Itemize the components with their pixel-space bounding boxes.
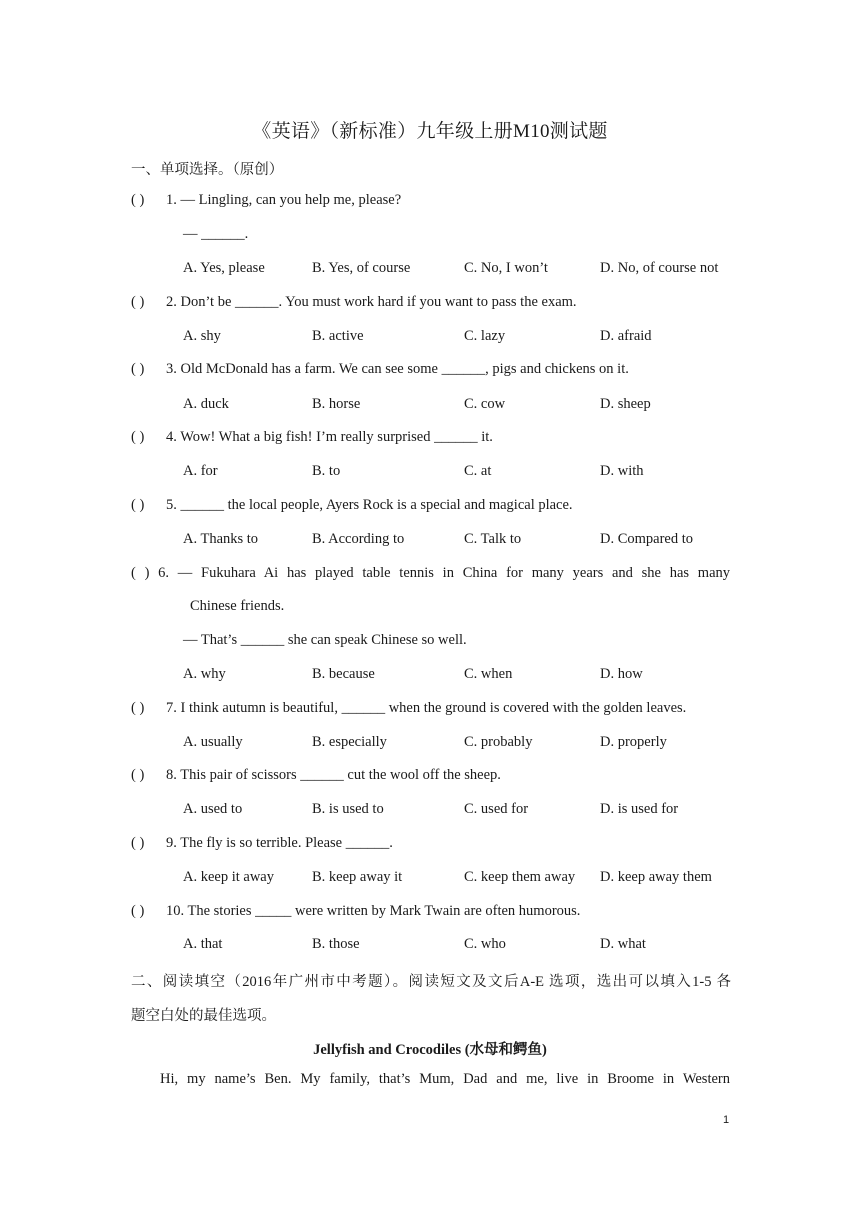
answer-blank: ( ) <box>131 700 145 716</box>
question-6-continuation: Chinese friends. <box>190 598 285 614</box>
option-b: B. keep away it <box>312 869 403 885</box>
option-d: D. properly <box>600 734 667 750</box>
question-1-response: — ______. <box>183 226 249 242</box>
option-c: C. cow <box>464 396 506 412</box>
option-b: B. to <box>312 463 341 479</box>
option-b: B. those <box>312 936 360 952</box>
option-d: D. Compared to <box>600 531 694 547</box>
question-stem: 7. I think autumn is beautiful, ______ when the ground is covered with the golden leaves. <box>166 700 687 716</box>
answer-blank: ( ) <box>131 429 145 445</box>
section-2-heading-line-2: 题空白处的最佳选项。 <box>131 1008 276 1024</box>
question-10 <box>131 903 731 920</box>
option-c: C. when <box>464 666 513 682</box>
question-stem: 1. — Lingling, can you help me, please? <box>166 192 402 208</box>
passage-paragraph: Hi, my name’s Ben. My family, that’s Mum, Dad and me, live in Broome in Western <box>160 1071 730 1087</box>
option-d: D. what <box>600 936 646 952</box>
answer-blank: ( ) <box>131 192 145 208</box>
question-8 <box>131 767 731 784</box>
section-1-heading: 一、单项选择。（原创） <box>131 162 284 178</box>
question-6 <box>131 565 730 582</box>
option-d: D. how <box>600 666 643 682</box>
option-d: D. afraid <box>600 328 652 344</box>
option-b: B. active <box>312 328 364 344</box>
question-stem: 5. ______ the local people, Ayers Rock is a special and magical place. <box>166 497 573 513</box>
answer-blank: ( ) <box>131 361 145 377</box>
section-2-heading-line-1: 二、阅读填空（2016年广州市中考题）。阅读短文及文后A-E 选项，选出可以填入1-5 各 <box>131 974 731 990</box>
option-d: D. with <box>600 463 644 479</box>
option-a: A. Thanks to <box>183 531 259 547</box>
option-b: B. is used to <box>312 801 384 817</box>
answer-blank: ( ) <box>131 294 145 310</box>
option-c: C. probably <box>464 734 533 750</box>
answer-blank: ( ) <box>131 903 145 919</box>
option-c: C. used for <box>464 801 529 817</box>
question-stem: 6. — Fukuhara Ai has played table tennis in China for many years and she has many <box>158 565 731 581</box>
option-c: C. Talk to <box>464 531 522 547</box>
option-a: A. that <box>183 936 223 952</box>
option-b: B. horse <box>312 396 361 412</box>
question-stem: 10. The stories _____ were written by Mark Twain are often humorous. <box>166 903 581 919</box>
option-a: A. why <box>183 666 226 682</box>
option-d: D. sheep <box>600 396 651 412</box>
option-b: B. According to <box>312 531 405 547</box>
question-6-response: — That’s ______ she can speak Chinese so well. <box>183 632 467 648</box>
option-c: C. who <box>464 936 506 952</box>
question-4 <box>131 429 731 446</box>
option-c: C. No, I won’t <box>464 260 548 276</box>
option-d: D. No, of course not <box>600 260 719 276</box>
question-3 <box>131 361 731 378</box>
option-a: A. used to <box>183 801 243 817</box>
option-d: D. is used for <box>600 801 679 817</box>
question-1 <box>131 192 731 209</box>
option-a: A. duck <box>183 396 229 412</box>
question-7 <box>131 700 731 717</box>
question-stem: 4. Wow! What a big fish! I’m really surprised ______ it. <box>166 429 493 445</box>
question-9 <box>131 835 731 852</box>
question-5 <box>131 497 731 514</box>
page-title: 《英语》（新标准）九年级上册M10测试题 <box>252 121 608 142</box>
option-b: B. especially <box>312 734 387 750</box>
option-a: A. Yes, please <box>183 260 265 276</box>
option-c: C. lazy <box>464 328 506 344</box>
question-stem: 8. This pair of scissors ______ cut the wool off the sheep. <box>166 767 501 783</box>
question-stem: 2. Don’t be ______. You must work hard if you want to pass the exam. <box>166 294 577 310</box>
option-b: B. because <box>312 666 375 682</box>
option-c: C. at <box>464 463 492 479</box>
question-2 <box>131 294 731 311</box>
option-a: A. for <box>183 463 218 479</box>
option-b: B. Yes, of course <box>312 260 411 276</box>
answer-blank: ( ) <box>131 767 145 783</box>
option-d: D. keep away them <box>600 869 712 885</box>
question-stem: 3. Old McDonald has a farm. We can see some ______, pigs and chickens on it. <box>166 361 629 377</box>
option-a: A. shy <box>183 328 221 344</box>
option-a: A. usually <box>183 734 243 750</box>
passage-title: Jellyfish and Crocodiles (水母和鳄鱼) <box>313 1042 547 1058</box>
page-number: 1 <box>723 1114 730 1126</box>
answer-blank: ( ) <box>131 497 145 513</box>
option-a: A. keep it away <box>183 869 274 885</box>
question-stem: 9. The fly is so terrible. Please ______. <box>166 835 393 851</box>
option-c: C. keep them away <box>464 869 576 885</box>
answer-blank: ( ) <box>131 835 145 851</box>
answer-blank: ( ) <box>131 565 150 581</box>
